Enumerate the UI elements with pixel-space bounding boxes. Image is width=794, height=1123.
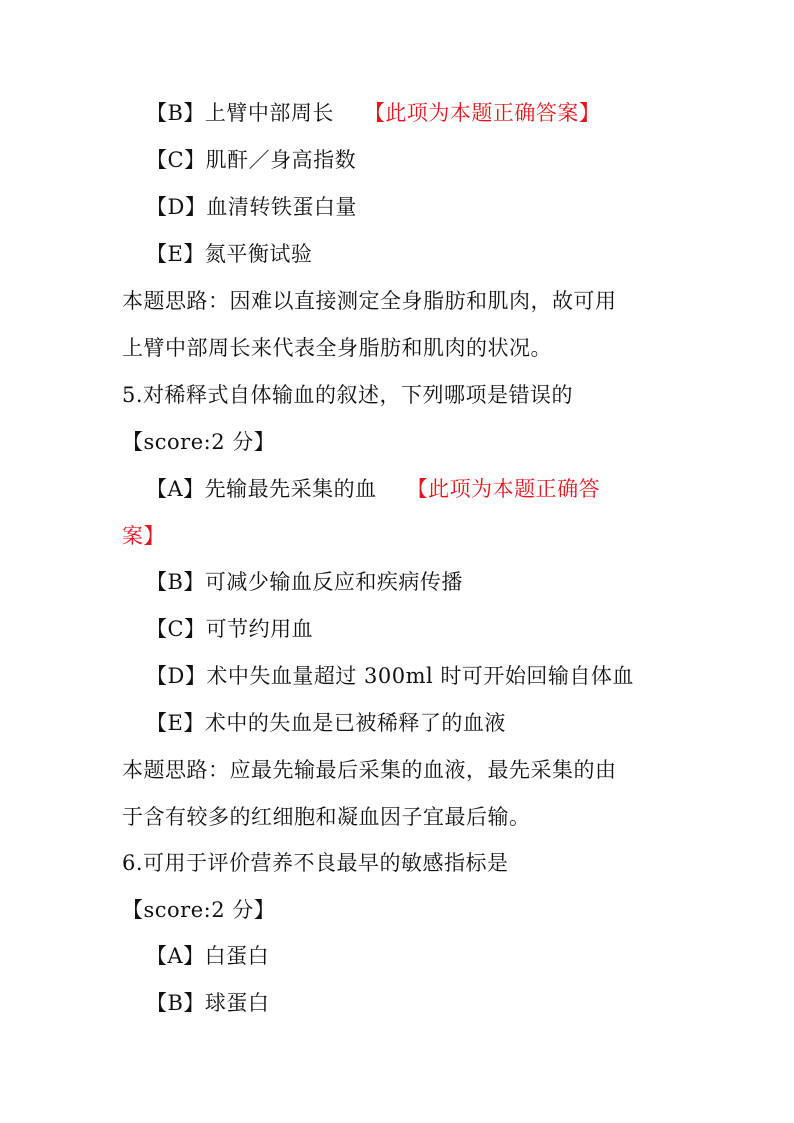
q5-option-c: 【C】可节约用血 — [146, 617, 314, 641]
q4-option-d: 【D】血清转铁蛋白量 — [146, 195, 357, 219]
q5-option-e: 【E】术中的失血是已被稀释了的血液 — [146, 711, 506, 735]
q5-correct-answer-mark-continued: 案】 — [122, 524, 165, 548]
q4-option-b — [146, 98, 600, 128]
q5-explanation-line-2: 于含有较多的红细胞和凝血因子宜最后输。 — [122, 805, 531, 829]
q4-explanation-line-1: 本题思路：因难以直接测定全身脂肪和肌肉，故可用 — [122, 289, 617, 313]
q5-score: 【score:2 分】 — [122, 430, 276, 454]
q5-option-a — [146, 474, 600, 504]
q5-explanation-line-1: 本题思路：应最先输最后采集的血液，最先采集的由 — [122, 758, 617, 782]
q4-correct-answer-mark: 【此项为本题正确答案】 — [363, 101, 601, 125]
q5-option-a-text: 【A】先输最先采集的血 — [146, 477, 377, 501]
q4-explanation-line-2: 上臂中部周长来代表全身脂肪和肌肉的状况。 — [122, 336, 552, 360]
q6-question: 6.可用于评价营养不良最早的敏感指标是 — [122, 851, 509, 875]
q4-option-c: 【C】肌酐／身高指数 — [146, 148, 357, 172]
q4-option-e: 【E】氮平衡试验 — [146, 242, 313, 266]
q5-correct-answer-mark: 【此项为本题正确答 — [406, 477, 601, 501]
q4-option-b-text: 【B】上臂中部周长 — [146, 101, 334, 125]
q6-option-a: 【A】白蛋白 — [146, 944, 270, 968]
q5-option-b: 【B】可减少输血反应和疾病传播 — [146, 570, 463, 594]
q6-score: 【score:2 分】 — [122, 898, 276, 922]
q6-option-b: 【B】球蛋白 — [146, 991, 270, 1015]
q5-question: 5.对稀释式自体输血的叙述，下列哪项是错误的 — [122, 383, 574, 407]
q5-option-d: 【D】术中失血量超过 300ml 时可开始回输自体血 — [146, 664, 634, 688]
